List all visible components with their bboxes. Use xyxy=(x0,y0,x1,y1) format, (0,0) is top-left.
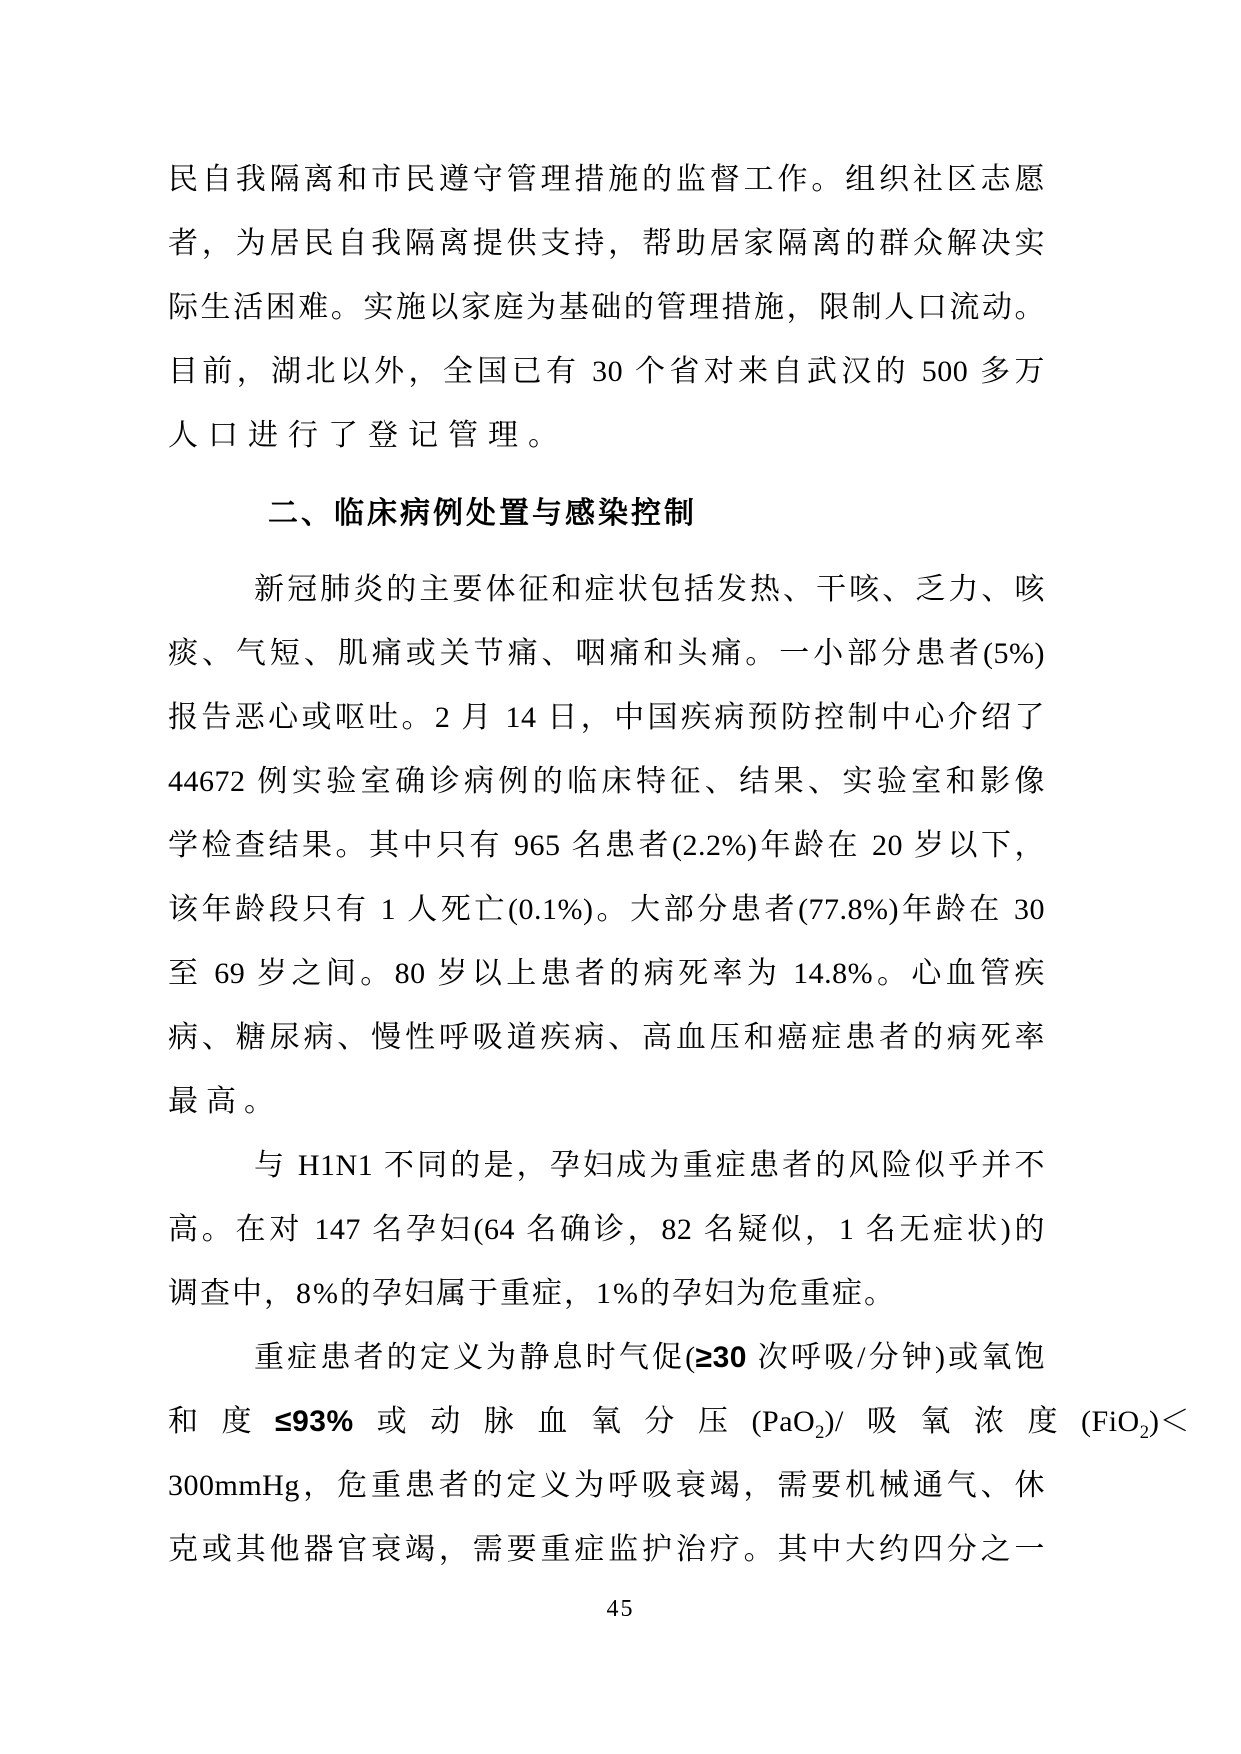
text-line: 44672 例实验室确诊病例的临床特征、结果、实验室和影像 xyxy=(168,765,1045,798)
text-line: 克或其他器官衰竭，需要重症监护治疗。其中大约四分之一 xyxy=(168,1533,1045,1566)
text-line: 至 69 岁之间。80 岁以上患者的病死率为 14.8%。心血管疾 xyxy=(168,957,1045,990)
text-line: 民自我隔离和市民遵守管理措施的监督工作。组织社区志愿 xyxy=(168,163,1045,196)
subscript-run: 2 xyxy=(815,1422,825,1443)
text-block xyxy=(168,148,1191,1582)
text-run: 和度 xyxy=(168,1405,276,1438)
text-line: 与 H1N1 不同的是，孕妇成为重症患者的风险似乎并不 xyxy=(254,1149,1045,1182)
text-line: 高。在对 147 名孕妇(64 名确诊，82 名疑似，1 名无症状)的 xyxy=(168,1213,1045,1246)
text-line: 报告恶心或呕吐。2 月 14 日，中国疾病预防控制中心介绍了 xyxy=(168,701,1045,734)
text-line: 人口进行了登记管理。 xyxy=(168,419,568,452)
text-line: 新冠肺炎的主要体征和症状包括发热、干咳、乏力、咳 xyxy=(254,573,1045,606)
text-line xyxy=(168,1390,1190,1454)
sans-serif-run: ≥30 xyxy=(695,1341,747,1374)
text-run: 或动脉血氧分压(PaO xyxy=(353,1405,816,1438)
text-run: )/吸氧浓度(FiO xyxy=(824,1405,1140,1438)
text-run: 次呼吸/分钟)或氧饱 xyxy=(747,1341,1045,1374)
text-line: 者，为居民自我隔离提供支持，帮助居家隔离的群众解决实 xyxy=(168,227,1045,260)
text-run: 重症患者的定义为静息时气促( xyxy=(254,1341,696,1374)
sans-serif-run: ≤93% xyxy=(275,1405,354,1438)
text-run: )＜ xyxy=(1149,1405,1191,1438)
text-line: 调查中，8%的孕妇属于重症，1%的孕妇为危重症。 xyxy=(168,1277,896,1310)
text-line: 最高。 xyxy=(168,1085,282,1118)
section-heading: 二、临床病例处置与感染控制 xyxy=(268,497,697,530)
text-line: 学检查结果。其中只有 965 名患者(2.2%)年龄在 20 岁以下， xyxy=(168,829,1045,862)
text-line: 病、糖尿病、慢性呼吸道疾病、高血压和癌症患者的病死率 xyxy=(168,1021,1045,1054)
text-line: 目前，湖北以外，全国已有 30 个省对来自武汉的 500 多万 xyxy=(168,355,1045,388)
page-number: 45 xyxy=(606,1596,635,1622)
text-line xyxy=(168,1326,1045,1390)
text-line: 300mmHg，危重患者的定义为呼吸衰竭，需要机械通气、休 xyxy=(168,1469,1045,1502)
text-line: 痰、气短、肌痛或关节痛、咽痛和头痛。一小部分患者(5%) xyxy=(168,637,1045,670)
text-line: 该年龄段只有 1 人死亡(0.1%)。大部分患者(77.8%)年龄在 30 xyxy=(168,893,1045,926)
subscript-run: 2 xyxy=(1139,1422,1150,1443)
text-line: 际生活困难。实施以家庭为基础的管理措施，限制人口流动。 xyxy=(168,291,1045,324)
